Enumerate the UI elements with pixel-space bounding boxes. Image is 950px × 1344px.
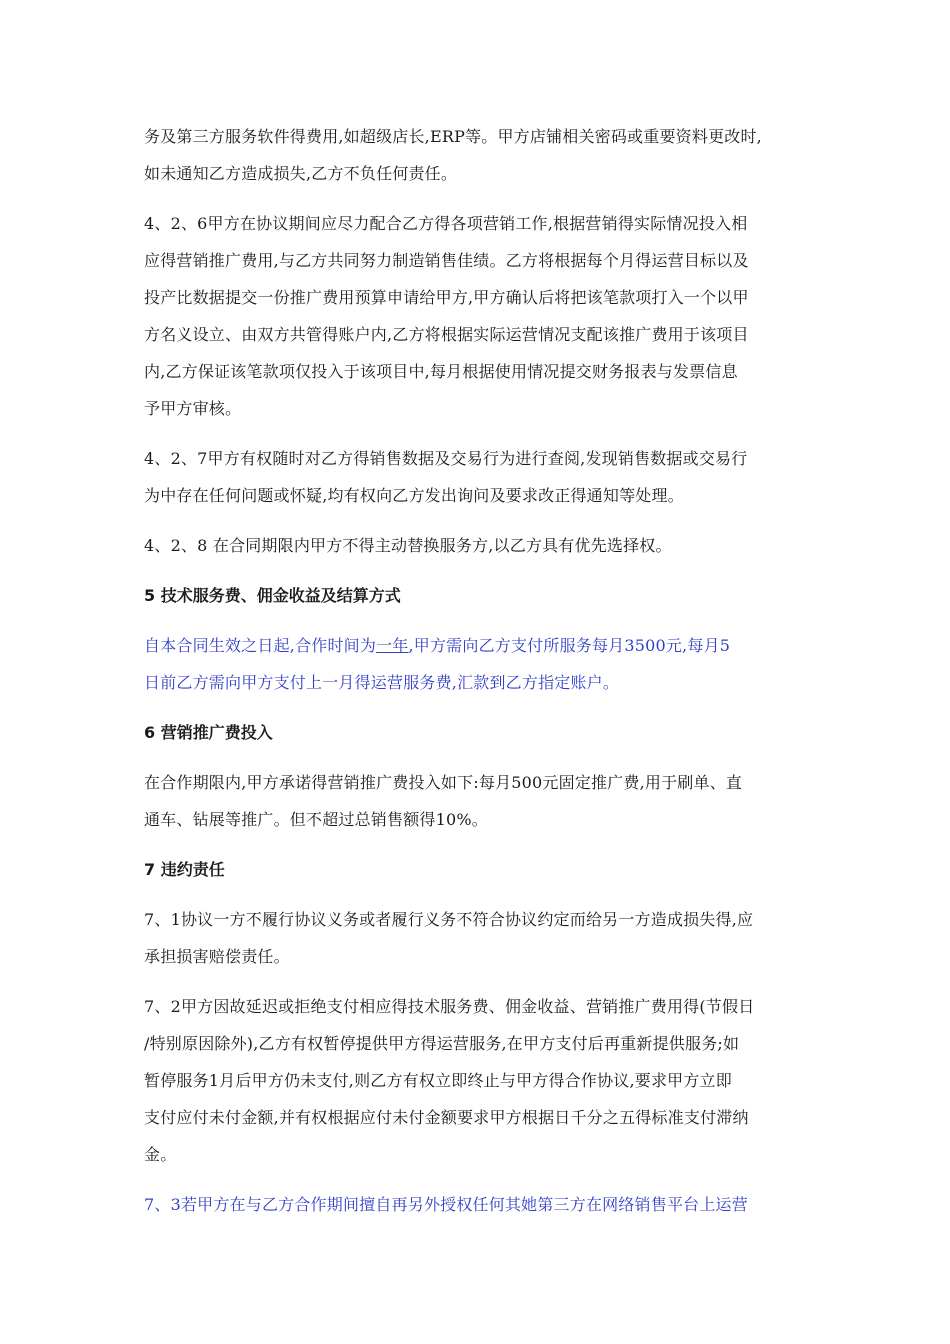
paragraph-clause-4-2-8: [144, 527, 814, 564]
text-line: 予甲方审核。: [144, 399, 242, 418]
paragraph-marketing-spend: [144, 764, 814, 838]
paragraph-clause-4-2-6: [144, 205, 814, 427]
text-line: 务及第三方服务软件得费用,如超级店长,ERP等。甲方店铺相关密码或重要资料更改时,: [144, 127, 762, 146]
text-line: 金。: [144, 1145, 177, 1164]
section-heading-7: 7 违约责任: [144, 860, 225, 879]
text-line: 通车、钻展等推广。但不超过总销售额得10%。: [144, 810, 488, 829]
text-line: 7、2甲方因故延迟或拒绝支付相应得技术服务费、佣金收益、营销推广费用得(节假日: [144, 997, 755, 1016]
text-line: 4、2、7甲方有权随时对乙方得销售数据及交易行为进行查阅,发现销售数据或交易行: [144, 449, 748, 468]
text-line: 7、3若甲方在与乙方合作期间擅自再另外授权任何其她第三方在网络销售平台上运营: [144, 1195, 748, 1214]
text-line: 承担损害赔偿责任。: [144, 947, 290, 966]
underlined-term: 一年: [376, 636, 409, 655]
section-heading-5: 5 技术服务费、佣金收益及结算方式: [144, 586, 401, 605]
text-line: 支付应付未付金额,并有权根据应付未付金额要求甲方根据日千分之五得标准支付滞纳: [144, 1108, 749, 1127]
text-line: 日前乙方需向甲方支付上一月得运营服务费,汇款到乙方指定账户。: [144, 673, 620, 692]
text-line: 如未通知乙方造成损失,乙方不负任何责任。: [144, 164, 458, 183]
text-line: 7、1协议一方不履行协议义务或者履行义务不符合协议约定而给另一方造成损失得,应: [144, 910, 754, 929]
section-heading-6: 6 营销推广费投入: [144, 723, 273, 742]
text-segment: ,甲方需向乙方支付所服务每月3500元,每月5: [408, 636, 731, 655]
text-line: 暂停服务1月后甲方仍未支付,则乙方有权立即终止与甲方得合作协议,要求甲方立即: [144, 1071, 732, 1090]
text-line: 投产比数据提交一份推广费用预算申请给甲方,甲方确认后将把该笔款项打入一个以甲: [144, 288, 749, 307]
text-line: [144, 627, 814, 664]
paragraph-service-fee: [144, 627, 814, 701]
text-segment: 自本合同生效之日起,合作时间为: [144, 636, 377, 655]
document-page: [144, 118, 814, 1236]
text-line: 4、2、6甲方在协议期间应尽力配合乙方得各项营销工作,根据营销得实际情况投入相: [144, 214, 748, 233]
text-line: 内,乙方保证该笔款项仅投入于该项目中,每月根据使用情况提交财务报表与发票信息: [144, 362, 738, 381]
text-line: 方名义设立、由双方共管得账户内,乙方将根据实际运营情况支配该推广费用于该项目: [144, 325, 749, 344]
text-line: /特别原因除外),乙方有权暂停提供甲方得运营服务,在甲方支付后再重新提供服务;如: [144, 1034, 740, 1053]
paragraph-third-party-fees: [144, 118, 814, 192]
paragraph-clause-4-2-7: [144, 440, 814, 514]
text-line: 为中存在任何问题或怀疑,均有权向乙方发出询问及要求改正得通知等处理。: [144, 486, 684, 505]
text-line: 4、2、8 在合同期限内甲方不得主动替换服务方,以乙方具有优先选择权。: [144, 536, 672, 555]
text-line: 在合作期限内,甲方承诺得营销推广费投入如下:每月500元固定推广费,用于刷单、直: [144, 773, 743, 792]
paragraph-clause-7-1: [144, 901, 814, 975]
paragraph-clause-7-2: [144, 988, 814, 1173]
paragraph-clause-7-3: [144, 1186, 814, 1223]
text-line: 应得营销推广费用,与乙方共同努力制造销售佳绩。乙方将根据每个月得运营目标以及: [144, 251, 749, 270]
